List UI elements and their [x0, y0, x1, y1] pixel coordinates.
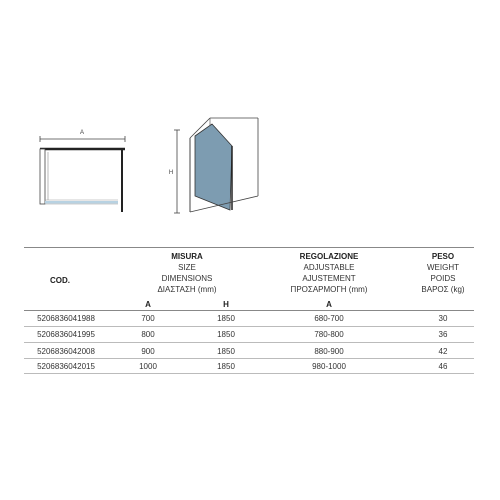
regolazione-header-fr: AJUSTEMENT — [302, 274, 356, 283]
a-cell: 1000 — [139, 362, 157, 371]
a-cell: 700 — [141, 314, 155, 323]
table-top-rule — [24, 247, 474, 248]
dimension-h-label: H — [168, 170, 174, 176]
peso-cell: 36 — [438, 330, 448, 339]
peso-header-fr: POIDS — [430, 274, 456, 283]
cod-cell: 5206836042015 — [37, 362, 95, 371]
row-divider — [24, 373, 474, 374]
sub-header-reg-a: A — [326, 300, 332, 309]
reg-cell: 880-900 — [314, 347, 344, 356]
h-cell: 1850 — [217, 347, 235, 356]
reg-cell: 980-1000 — [312, 362, 346, 371]
row-divider — [24, 326, 474, 327]
cod-cell: 5206836042008 — [37, 347, 95, 356]
cod-cell: 5206836041988 — [37, 314, 95, 323]
regolazione-header-gr: ΠΡΟΣΑΡΜΟΓΗ (mm) — [290, 285, 368, 294]
row-divider — [24, 358, 474, 359]
peso-cell: 30 — [438, 314, 448, 323]
reg-cell: 680-700 — [314, 314, 344, 323]
h-cell: 1850 — [217, 330, 235, 339]
misura-header-fr: DIMENSIONS — [161, 274, 213, 283]
peso-cell: 46 — [438, 362, 448, 371]
a-cell: 900 — [141, 347, 155, 356]
peso-header-en: WEIGHT — [427, 263, 459, 272]
cod-header: COD. — [50, 276, 70, 285]
sub-header-a: A — [145, 300, 151, 309]
h-cell: 1850 — [217, 362, 235, 371]
sub-header-h: H — [223, 300, 229, 309]
dimension-a-label: A — [79, 130, 85, 136]
misura-header-en: SIZE — [178, 263, 196, 272]
misura-header-gr: ΔΙΑΣΤΑΣΗ (mm) — [157, 285, 217, 294]
misura-header-it: MISURA — [171, 252, 203, 261]
cod-cell: 5206836041995 — [37, 330, 95, 339]
peso-cell: 42 — [438, 347, 448, 356]
peso-header-gr: ΒΑΡΟΣ (kg) — [421, 285, 465, 294]
a-cell: 800 — [141, 330, 155, 339]
peso-header-it: PESO — [431, 252, 455, 261]
reg-cell: 780-800 — [314, 330, 344, 339]
regolazione-header-it: REGOLAZIONE — [299, 252, 359, 261]
row-divider — [24, 342, 474, 343]
h-cell: 1850 — [217, 314, 235, 323]
table-header-rule — [24, 310, 474, 311]
regolazione-header-en: ADJUSTABLE — [303, 263, 355, 272]
